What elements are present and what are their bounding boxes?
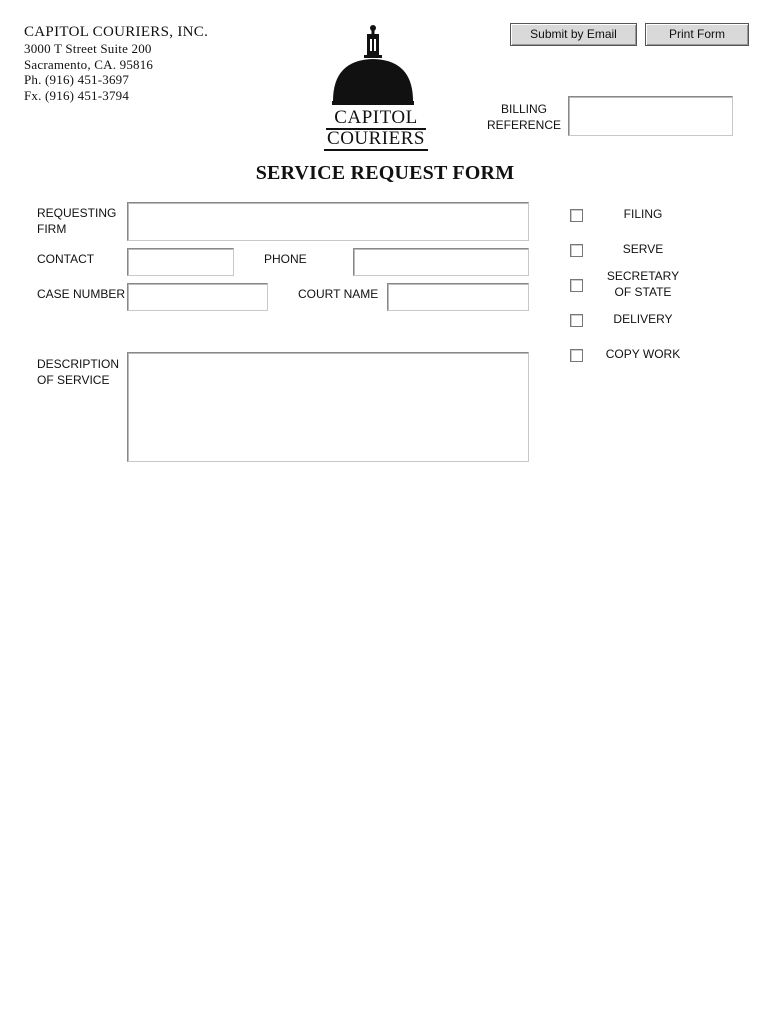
case-number-field[interactable] xyxy=(127,283,268,311)
description-of-service-field[interactable] xyxy=(127,352,529,462)
company-fax: Fx. (916) 451-3794 xyxy=(24,87,130,103)
company-name: CAPITOL COURIERS, INC. xyxy=(24,24,209,40)
copy-work-checkbox[interactable] xyxy=(570,349,583,362)
form-title: SERVICE REQUEST FORM xyxy=(255,162,515,184)
company-street: 3000 T Street Suite 200 xyxy=(24,41,152,56)
serve-label: SERVE xyxy=(622,242,664,256)
delivery-checkbox[interactable] xyxy=(570,314,583,327)
delivery-label: DELIVERY xyxy=(613,312,673,326)
phone-label: PHONE xyxy=(264,252,307,266)
company-address xyxy=(24,24,208,103)
secretary-of-state-checkbox[interactable] xyxy=(570,279,583,292)
secretary-of-state-label: SECRETARY OF STATE xyxy=(606,269,680,299)
print-form-button[interactable]: Print Form xyxy=(645,23,749,46)
submit-by-email-button[interactable]: Submit by Email xyxy=(510,23,637,46)
contact-label: CONTACT xyxy=(37,252,95,266)
filing-checkbox[interactable] xyxy=(570,209,583,222)
company-phone: Ph. (916) 451-3697 xyxy=(24,72,130,87)
serve-checkbox[interactable] xyxy=(570,244,583,257)
requesting-firm-label: REQUESTING FIRM xyxy=(37,206,117,236)
logo-text-capitol: CAPITOL xyxy=(334,107,418,128)
billing-reference-label: BILLING REFERENCE xyxy=(486,102,561,132)
phone-field[interactable] xyxy=(353,248,529,276)
logo-underline xyxy=(324,149,428,151)
capitol-couriers-logo xyxy=(320,22,432,154)
copy-work-label: COPY WORK xyxy=(605,347,681,361)
court-name-label: COURT NAME xyxy=(298,287,379,301)
billing-reference-field[interactable] xyxy=(568,96,733,136)
court-name-field[interactable] xyxy=(387,283,529,311)
logo-text-couriers: COURIERS xyxy=(327,128,425,149)
case-number-label: CASE NUMBER xyxy=(37,287,126,301)
description-of-service-label: DESCRIPTION OF SERVICE xyxy=(37,357,120,387)
contact-field[interactable] xyxy=(127,248,234,276)
company-city: Sacramento, CA. 95816 xyxy=(24,56,154,72)
filing-label: FILING xyxy=(623,207,663,221)
requesting-firm-field[interactable] xyxy=(127,202,529,241)
